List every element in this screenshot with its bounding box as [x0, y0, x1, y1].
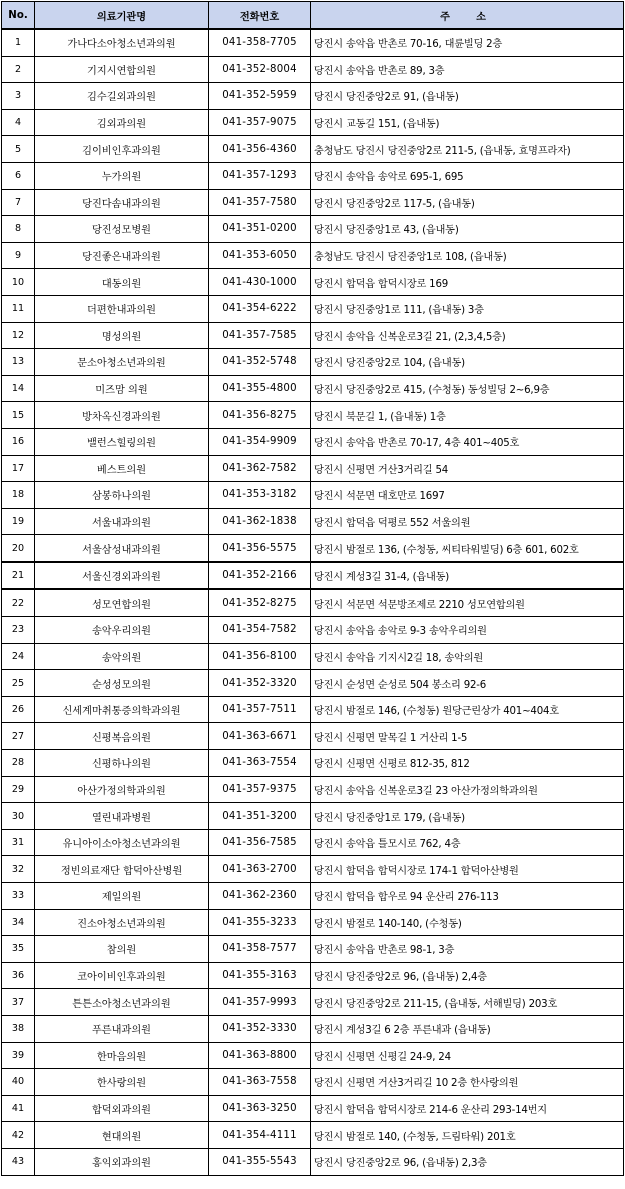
row-number: 16	[2, 428, 35, 455]
phone-number: 041-356-7585	[209, 829, 311, 856]
table-row	[2, 617, 624, 644]
table-row	[2, 216, 624, 243]
row-number: 22	[2, 589, 35, 616]
address: 당진시 계성3길 6 2층 푸른내과 (읍내동)	[311, 1015, 624, 1042]
table-row	[2, 402, 624, 429]
address: 당진시 당진중앙2로 211-15, (읍내동, 서해빌딩) 203호	[311, 989, 624, 1016]
address: 당진시 밤절로 146, (수청동) 원당근린상가 401~404호	[311, 696, 624, 723]
address: 당진시 계성3길 31-4, (읍내동)	[311, 562, 624, 590]
address: 당진시 합덕읍 합덕시장로 214-6 운산리 293-14번지	[311, 1095, 624, 1122]
phone-number: 041-352-8004	[209, 56, 311, 83]
clinic-name: 송악의원	[35, 643, 209, 670]
row-number: 35	[2, 936, 35, 963]
table-row	[2, 428, 624, 455]
phone-number: 041-353-3182	[209, 482, 311, 509]
clinic-name: 유니아이소아청소년과의원	[35, 829, 209, 856]
row-number: 30	[2, 803, 35, 830]
phone-number: 041-363-6671	[209, 723, 311, 750]
clinic-name: 당진좋은내과의원	[35, 242, 209, 269]
clinic-name: 푸른내과의원	[35, 1015, 209, 1042]
address: 당진시 송악읍 반촌로 70-16, 대륜빌딩 2층	[311, 29, 624, 56]
table-row	[2, 723, 624, 750]
clinic-name: 누가의원	[35, 162, 209, 189]
table-row	[2, 83, 624, 110]
phone-number: 041-357-7511	[209, 696, 311, 723]
clinic-name: 열린내과병원	[35, 803, 209, 830]
clinic-name: 서울내과의원	[35, 508, 209, 535]
phone-number: 041-357-7585	[209, 322, 311, 349]
address: 당진시 송악읍 반촌로 89, 3층	[311, 56, 624, 83]
address: 당진시 송악읍 반촌로 98-1, 3층	[311, 936, 624, 963]
address: 당진시 합덕읍 합덕시장로 169	[311, 269, 624, 296]
phone-number: 041-357-9993	[209, 989, 311, 1016]
phone-number: 041-353-6050	[209, 242, 311, 269]
clinic-name: 아산가정의학과의원	[35, 776, 209, 803]
table-row	[2, 643, 624, 670]
table-row	[2, 508, 624, 535]
table-row	[2, 696, 624, 723]
row-number: 38	[2, 1015, 35, 1042]
clinic-name: 서울삼성내과의원	[35, 535, 209, 562]
row-number: 41	[2, 1095, 35, 1122]
row-number: 12	[2, 322, 35, 349]
table-row	[2, 1042, 624, 1069]
address: 당진시 당진중앙2로 117-5, (읍내동)	[311, 189, 624, 216]
clinic-name: 문소아청소년과의원	[35, 349, 209, 376]
phone-number: 041-356-4360	[209, 136, 311, 163]
clinic-name: 김수길외과의원	[35, 83, 209, 110]
table-row	[2, 56, 624, 83]
row-number: 27	[2, 723, 35, 750]
table-row	[2, 829, 624, 856]
row-number: 32	[2, 856, 35, 883]
table-row	[2, 162, 624, 189]
address: 당진시 송악읍 신복운로3길 21, (2,3,4,5층)	[311, 322, 624, 349]
header-phone: 전화번호	[209, 2, 311, 30]
phone-number: 041-357-9075	[209, 109, 311, 136]
row-number: 8	[2, 216, 35, 243]
clinic-name: 합덕외과의원	[35, 1095, 209, 1122]
row-number: 43	[2, 1148, 35, 1175]
phone-number: 041-354-7582	[209, 617, 311, 644]
clinic-name: 대동의원	[35, 269, 209, 296]
clinic-name: 제일의원	[35, 883, 209, 910]
clinic-name: 가나다소아청소년과의원	[35, 29, 209, 56]
table-row	[2, 322, 624, 349]
row-number: 20	[2, 535, 35, 562]
phone-number: 041-357-7580	[209, 189, 311, 216]
phone-number: 041-354-4111	[209, 1122, 311, 1149]
address: 당진시 신평면 신평길 24-9, 24	[311, 1042, 624, 1069]
phone-number: 041-358-7577	[209, 936, 311, 963]
table-row	[2, 803, 624, 830]
clinic-name: 순성성모의원	[35, 670, 209, 697]
phone-number: 041-355-4800	[209, 375, 311, 402]
table-row	[2, 349, 624, 376]
table-body	[2, 29, 624, 1175]
clinic-name: 밸런스힐링의원	[35, 428, 209, 455]
address: 당진시 송악읍 기지시2길 18, 송악의원	[311, 643, 624, 670]
clinic-name: 김이비인후과의원	[35, 136, 209, 163]
phone-number: 041-352-2166	[209, 562, 311, 590]
phone-number: 041-357-1293	[209, 162, 311, 189]
row-number: 33	[2, 883, 35, 910]
table-row	[2, 109, 624, 136]
address: 당진시 순성면 순성로 504 봉소리 92-6	[311, 670, 624, 697]
row-number: 7	[2, 189, 35, 216]
table-row	[2, 776, 624, 803]
row-number: 15	[2, 402, 35, 429]
table-row	[2, 562, 624, 590]
row-number: 9	[2, 242, 35, 269]
table-row	[2, 589, 624, 616]
row-number: 36	[2, 962, 35, 989]
phone-number: 041-352-8275	[209, 589, 311, 616]
row-number: 10	[2, 269, 35, 296]
phone-number: 041-356-8275	[209, 402, 311, 429]
table-row	[2, 909, 624, 936]
clinic-name: 당진다솜내과의원	[35, 189, 209, 216]
address: 충청남도 당진시 당진중앙1로 108, (읍내동)	[311, 242, 624, 269]
table-header-row	[2, 2, 624, 30]
clinic-name: 명성의원	[35, 322, 209, 349]
clinic-name: 송악우리의원	[35, 617, 209, 644]
address: 당진시 밤절로 140, (수청동, 드림타워) 201호	[311, 1122, 624, 1149]
header-no: No.	[2, 2, 35, 30]
address: 당진시 석문면 대호만로 1697	[311, 482, 624, 509]
table-row	[2, 1095, 624, 1122]
address: 당진시 합덕읍 덕평로 552 서울의원	[311, 508, 624, 535]
clinic-name: 튼튼소아청소년과의원	[35, 989, 209, 1016]
clinic-name: 더편한내과의원	[35, 295, 209, 322]
clinic-name: 신세계마취통증의학과의원	[35, 696, 209, 723]
clinic-name: 신평하나의원	[35, 750, 209, 777]
phone-number: 041-362-7582	[209, 455, 311, 482]
address: 당진시 송악읍 반촌로 70-17, 4층 401~405호	[311, 428, 624, 455]
phone-number: 041-355-3163	[209, 962, 311, 989]
clinic-name: 진소아청소년과의원	[35, 909, 209, 936]
table-row	[2, 989, 624, 1016]
clinic-name: 코아이비인후과의원	[35, 962, 209, 989]
clinic-name: 서울신경외과의원	[35, 562, 209, 590]
clinic-name: 삼봉하나의원	[35, 482, 209, 509]
phone-number: 041-363-7558	[209, 1069, 311, 1096]
phone-number: 041-352-3330	[209, 1015, 311, 1042]
address: 당진시 당진중앙2로 415, (수청동) 동성빌딩 2~6,9층	[311, 375, 624, 402]
phone-number: 041-352-5748	[209, 349, 311, 376]
row-number: 17	[2, 455, 35, 482]
table-row	[2, 136, 624, 163]
table-row	[2, 295, 624, 322]
address: 당진시 당진중앙2로 96, (읍내동) 2,4층	[311, 962, 624, 989]
row-number: 6	[2, 162, 35, 189]
phone-number: 041-356-8100	[209, 643, 311, 670]
address: 당진시 석문면 석문방조제로 2210 성모연합의원	[311, 589, 624, 616]
address: 당진시 당진중앙2로 91, (읍내동)	[311, 83, 624, 110]
row-number: 4	[2, 109, 35, 136]
phone-number: 041-354-6222	[209, 295, 311, 322]
row-number: 2	[2, 56, 35, 83]
phone-number: 041-363-7554	[209, 750, 311, 777]
table-row	[2, 936, 624, 963]
table-row	[2, 1122, 624, 1149]
address: 당진시 당진중앙2로 96, (읍내동) 2,3층	[311, 1148, 624, 1175]
phone-number: 041-355-5543	[209, 1148, 311, 1175]
address: 당진시 밤절로 136, (수청동, 씨티타워빌딩) 6층 601, 602호	[311, 535, 624, 562]
row-number: 39	[2, 1042, 35, 1069]
row-number: 26	[2, 696, 35, 723]
row-number: 37	[2, 989, 35, 1016]
row-number: 3	[2, 83, 35, 110]
row-number: 29	[2, 776, 35, 803]
table-row	[2, 1148, 624, 1175]
table-row	[2, 750, 624, 777]
address: 당진시 신평면 신평로 812-35, 812	[311, 750, 624, 777]
table-row	[2, 1015, 624, 1042]
clinic-name: 방차옥신경과의원	[35, 402, 209, 429]
clinic-name: 기지시연합의원	[35, 56, 209, 83]
table-row	[2, 670, 624, 697]
address: 당진시 신평면 말목길 1 거산리 1-5	[311, 723, 624, 750]
table-row	[2, 482, 624, 509]
address: 당진시 송악읍 송악로 9-3 송악우리의원	[311, 617, 624, 644]
clinic-name: 김외과의원	[35, 109, 209, 136]
address: 당진시 북문길 1, (읍내동) 1층	[311, 402, 624, 429]
phone-number: 041-363-2700	[209, 856, 311, 883]
address: 당진시 송악읍 신복운로3길 23 아산가정의학과의원	[311, 776, 624, 803]
phone-number: 041-354-9909	[209, 428, 311, 455]
phone-number: 041-351-3200	[209, 803, 311, 830]
header-clinic-name: 의료기관명	[35, 2, 209, 30]
address: 당진시 신평면 거산3거리길 10 2층 한사랑의원	[311, 1069, 624, 1096]
clinic-name: 미즈맘 의원	[35, 375, 209, 402]
address: 당진시 당진중앙1로 43, (읍내동)	[311, 216, 624, 243]
clinic-name: 참의원	[35, 936, 209, 963]
phone-number: 041-357-9375	[209, 776, 311, 803]
table-row	[2, 189, 624, 216]
address: 당진시 당진중앙2로 104, (읍내동)	[311, 349, 624, 376]
address: 충청남도 당진시 당진중앙2로 211-5, (읍내동, 효명프라자)	[311, 136, 624, 163]
clinic-name: 홍익외과의원	[35, 1148, 209, 1175]
table-row	[2, 535, 624, 562]
row-number: 31	[2, 829, 35, 856]
address: 당진시 합덕읍 합덕시장로 174-1 합덕아산병원	[311, 856, 624, 883]
phone-number: 041-351-0200	[209, 216, 311, 243]
clinic-name: 정빈의료재단 합덕아산병원	[35, 856, 209, 883]
address: 당진시 당진중앙1로 179, (읍내동)	[311, 803, 624, 830]
row-number: 34	[2, 909, 35, 936]
phone-number: 041-356-5575	[209, 535, 311, 562]
phone-number: 041-362-2360	[209, 883, 311, 910]
clinic-name: 신평복음의원	[35, 723, 209, 750]
table-row	[2, 1069, 624, 1096]
phone-number: 041-362-1838	[209, 508, 311, 535]
table-row	[2, 375, 624, 402]
phone-number: 041-358-7705	[209, 29, 311, 56]
row-number: 18	[2, 482, 35, 509]
row-number: 1	[2, 29, 35, 56]
address: 당진시 송악읍 송악로 695-1, 695	[311, 162, 624, 189]
table-row	[2, 242, 624, 269]
phone-number: 041-363-8800	[209, 1042, 311, 1069]
row-number: 40	[2, 1069, 35, 1096]
table-row	[2, 962, 624, 989]
row-number: 11	[2, 295, 35, 322]
address: 당진시 교동길 151, (읍내동)	[311, 109, 624, 136]
header-address: 주 소	[311, 2, 624, 30]
address: 당진시 신평면 거산3거리길 54	[311, 455, 624, 482]
phone-number: 041-355-3233	[209, 909, 311, 936]
table-row	[2, 29, 624, 56]
clinic-name: 현대의원	[35, 1122, 209, 1149]
row-number: 5	[2, 136, 35, 163]
phone-number: 041-352-5959	[209, 83, 311, 110]
row-number: 42	[2, 1122, 35, 1149]
clinic-name: 성모연합의원	[35, 589, 209, 616]
phone-number: 041-363-3250	[209, 1095, 311, 1122]
address: 당진시 밤절로 140-140, (수청동)	[311, 909, 624, 936]
row-number: 14	[2, 375, 35, 402]
table-row	[2, 455, 624, 482]
table-row	[2, 883, 624, 910]
clinic-name: 한사랑의원	[35, 1069, 209, 1096]
address: 당진시 당진중앙1로 111, (읍내동) 3층	[311, 295, 624, 322]
clinic-name: 베스트의원	[35, 455, 209, 482]
address: 당진시 합덕읍 합우로 94 운산리 276-113	[311, 883, 624, 910]
row-number: 28	[2, 750, 35, 777]
clinic-name: 한마음의원	[35, 1042, 209, 1069]
row-number: 21	[2, 562, 35, 590]
clinic-name: 당진성모병원	[35, 216, 209, 243]
table-row	[2, 856, 624, 883]
phone-number: 041-430-1000	[209, 269, 311, 296]
clinic-directory-table	[1, 1, 624, 1176]
row-number: 25	[2, 670, 35, 697]
row-number: 19	[2, 508, 35, 535]
address: 당진시 송악읍 틀모시로 762, 4층	[311, 829, 624, 856]
row-number: 23	[2, 617, 35, 644]
table-row	[2, 269, 624, 296]
phone-number: 041-352-3320	[209, 670, 311, 697]
row-number: 13	[2, 349, 35, 376]
row-number: 24	[2, 643, 35, 670]
